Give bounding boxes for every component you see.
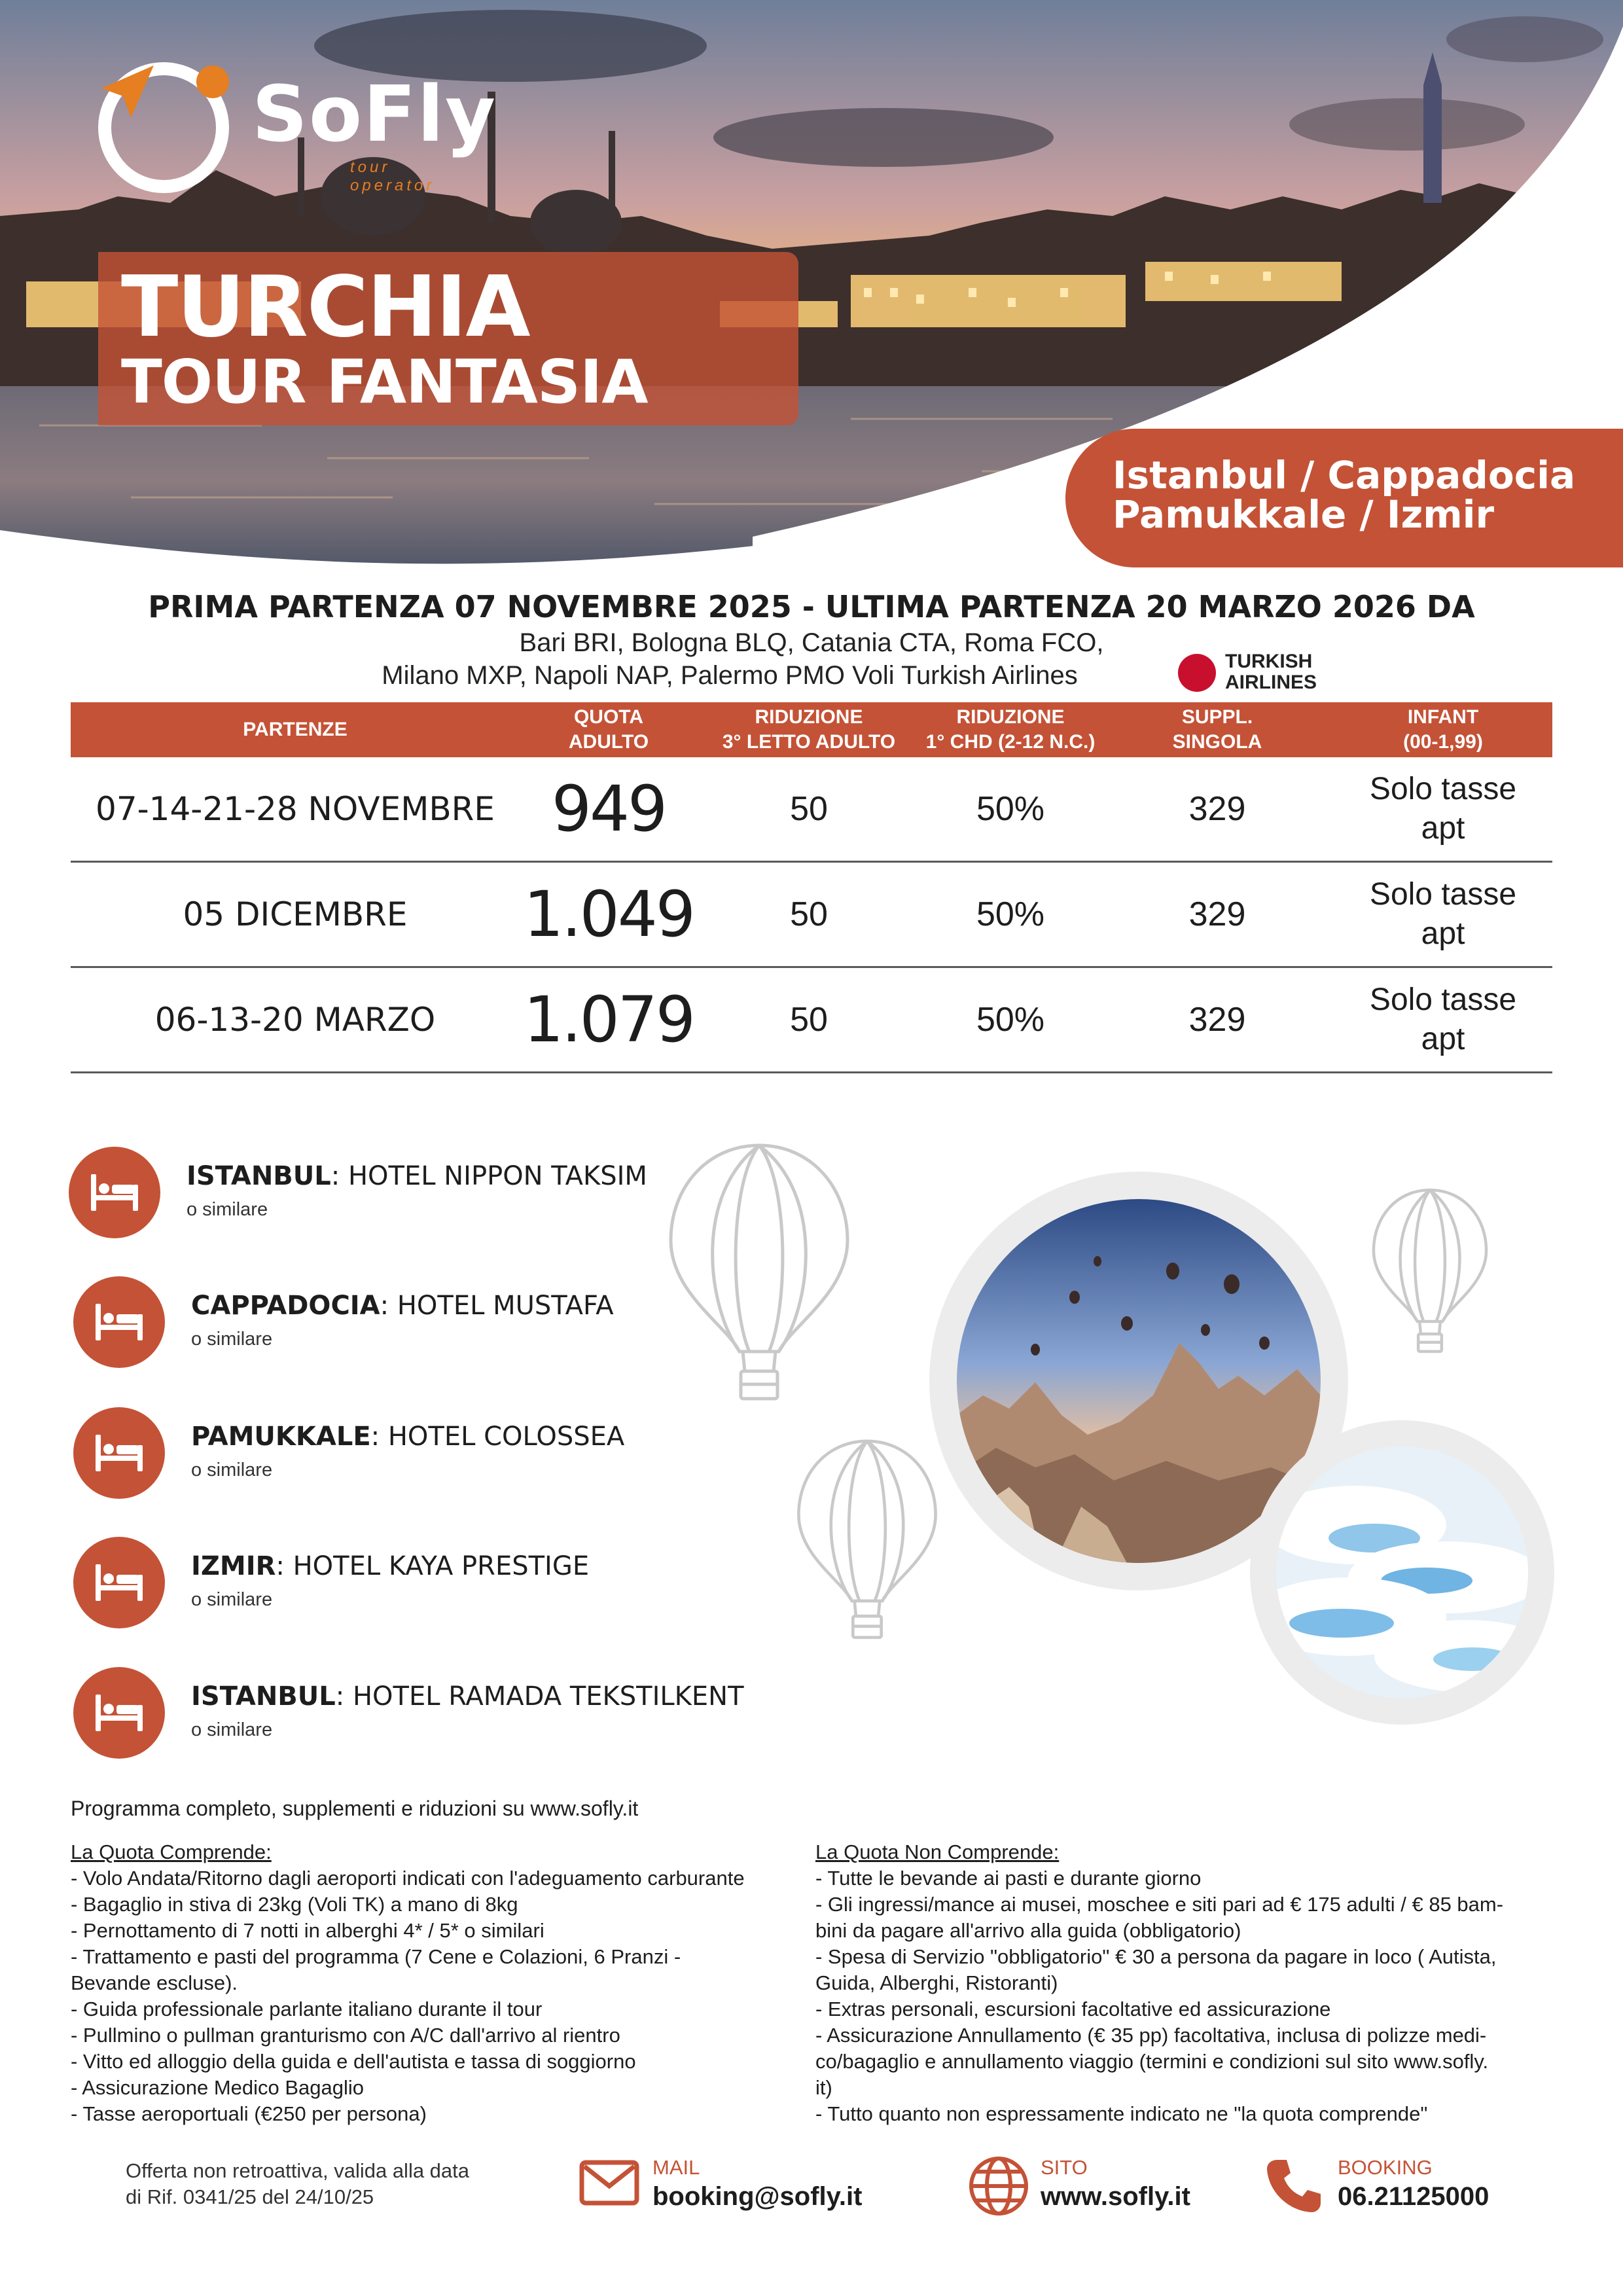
site-contact[interactable] xyxy=(967,2153,1242,2219)
list-item: - Assicurazione Medico Bagaglio xyxy=(71,2076,365,2099)
mail-contact[interactable] xyxy=(579,2153,880,2219)
bed-icon xyxy=(73,1537,165,1628)
bed-icon xyxy=(73,1407,165,1499)
cell-price: 1.049 xyxy=(524,878,694,951)
price-table xyxy=(71,702,1552,1073)
mail-label: MAIL xyxy=(652,2156,700,2179)
hotel-name: IZMIR: HOTEL KAYA PRESTIGE xyxy=(191,1551,590,1581)
hotel-name: ISTANBUL: HOTEL RAMADA TEKSTILKENT xyxy=(191,1681,744,1712)
route-line-2: Pamukkale / Izmir xyxy=(1113,492,1495,537)
list-item: - Volo Andata/Ritorno dagli aeroporti indicati con l'adeguamento carburante xyxy=(71,1867,745,1890)
list-item: Guida, Alberghi, Ristoranti) xyxy=(815,1971,1058,1994)
cell-dates: 05 DICEMBRE xyxy=(183,895,408,933)
list-item: - Vitto ed alloggio della guida e dell'autista e tassa di soggiorno xyxy=(71,2050,636,2073)
mail-icon xyxy=(579,2160,639,2206)
includes-section xyxy=(71,1839,817,2127)
logo-dot-icon xyxy=(196,65,229,98)
offer-note xyxy=(126,2158,469,2210)
airline-logo-line-2: AIRLINES xyxy=(1225,672,1317,693)
hot-air-balloon-icon xyxy=(795,1439,939,1641)
cell-reduction-third: 50 xyxy=(790,895,828,933)
hotel-name: ISTANBUL: HOTEL NIPPON TAKSIM xyxy=(187,1161,647,1191)
cell-single: 329 xyxy=(1188,790,1246,828)
hot-air-balloon-icon xyxy=(1371,1188,1489,1355)
list-item: - Spesa di Servizio "obbligatorio" € 30 a persona da pagare in loco ( Autista, xyxy=(815,1945,1497,1968)
hotel-similar-note: o similare xyxy=(191,1589,273,1610)
hotel-similar-note: o similare xyxy=(191,1460,273,1480)
table-row xyxy=(71,863,1552,968)
hotel-similar-note: o similare xyxy=(191,1329,273,1350)
list-item: - Extras personali, escursioni facoltative ed assicurazione xyxy=(815,1998,1331,2020)
hotel-similar-note: o similare xyxy=(191,1719,273,1740)
booking-label: BOOKING xyxy=(1338,2156,1433,2179)
hotel-name: CAPPADOCIA: HOTEL MUSTAFA xyxy=(191,1291,614,1321)
cell-infant: Solo tasse apt xyxy=(1369,772,1517,846)
offer-note-line-2: di Rif. 0341/25 del 24/10/25 xyxy=(126,2185,374,2208)
turkish-airlines-logo xyxy=(1178,650,1335,696)
brand-name: SoFly xyxy=(252,69,497,159)
bed-icon xyxy=(73,1276,165,1368)
cell-price: 949 xyxy=(551,772,666,846)
list-item: - Tutto quanto non espressamente indicato ne "la quota comprende" xyxy=(815,2102,1428,2125)
excludes-section xyxy=(815,1839,1555,2127)
table-header xyxy=(71,702,1552,757)
bed-icon xyxy=(69,1147,160,1238)
globe-icon xyxy=(967,2155,1030,2217)
hero-banner xyxy=(0,0,1623,576)
hot-air-balloon-icon xyxy=(668,1142,851,1404)
col-header-departures: PARTENZE xyxy=(243,719,348,740)
hotel-name: PAMUKKALE: HOTEL COLOSSEA xyxy=(191,1422,625,1452)
cell-reduction-third: 50 xyxy=(790,790,828,828)
cell-reduction-child: 50% xyxy=(976,895,1045,933)
list-item: - Gli ingressi/mance ai musei, moschee e siti pari ad € 175 adulti / € 85 bam- xyxy=(815,1893,1504,1916)
list-item: - Tasse aeroportuali (€250 per persona) xyxy=(71,2102,427,2125)
col-header-adult-price: QUOTA ADULTO xyxy=(568,706,649,753)
hotel-similar-note: o similare xyxy=(187,1199,268,1220)
list-item: co/bagaglio e annullamento viaggio (termini e condizioni sul sito www.sofly. xyxy=(815,2050,1489,2073)
list-item: - Pullmino o pullman granturismo con A/C dall'arrivo al rientro xyxy=(71,2024,620,2047)
cell-price: 1.079 xyxy=(524,983,694,1056)
route-line-1: Istanbul / Cappadocia xyxy=(1113,453,1576,497)
offer-note-line-1: Offerta non retroattiva, valida alla data xyxy=(126,2159,470,2182)
phone-icon xyxy=(1264,2156,1323,2215)
col-header-infant: INFANT (00-1,99) xyxy=(1403,706,1483,753)
brand-tagline: tour operator xyxy=(350,158,435,194)
cell-infant: Solo tasse apt xyxy=(1369,982,1517,1056)
hotel-item xyxy=(73,1407,859,1499)
booking-contact[interactable] xyxy=(1264,2153,1552,2219)
cell-dates: 06-13-20 MARZO xyxy=(154,1001,436,1039)
col-header-third-bed: RIDUZIONE 3° LETTO ADULTO xyxy=(722,706,896,753)
airports-line-1: Bari BRI, Bologna BLQ, Catania CTA, Roma FCO, xyxy=(519,628,1104,657)
table-row xyxy=(71,968,1552,1073)
hotel-item xyxy=(73,1537,859,1628)
site-label: SITO xyxy=(1041,2156,1088,2179)
page-subtitle: TOUR FANTASIA xyxy=(121,347,648,417)
site-link[interactable]: www.sofly.it xyxy=(1041,2182,1190,2211)
cell-reduction-child: 50% xyxy=(976,790,1045,828)
booking-phone[interactable]: 06.21125000 xyxy=(1338,2182,1489,2211)
cell-dates: 07-14-21-28 NOVEMBRE xyxy=(96,790,495,828)
sofly-logo xyxy=(98,62,497,194)
airline-logo-line-1: TURKISH xyxy=(1225,651,1313,672)
page-title: TURCHIA xyxy=(121,259,529,356)
program-note: Programma completo, supplementi e riduzioni su www.sofly.it xyxy=(71,1797,639,1820)
cell-single: 329 xyxy=(1188,1001,1246,1039)
airports-line-2: Milano MXP, Napoli NAP, Palermo PMO Voli Turkish Airlines xyxy=(382,661,1078,690)
mail-link[interactable]: booking@sofly.it xyxy=(652,2182,863,2211)
list-item: bini da pagare all'arrivo alla guida (obbligatorio) xyxy=(815,1919,1241,1942)
cell-reduction-third: 50 xyxy=(790,1001,828,1039)
cell-reduction-child: 50% xyxy=(976,1001,1045,1039)
paper-plane-icon xyxy=(98,62,157,121)
list-item: it) xyxy=(815,2076,832,2099)
col-header-single: SUPPL. SINGOLA xyxy=(1172,706,1262,753)
table-row xyxy=(71,757,1552,863)
hotel-item xyxy=(73,1667,859,1759)
list-item: - Bagaglio in stiva di 23kg (Voli TK) a mano di 8kg xyxy=(71,1893,518,1916)
col-header-child: RIDUZIONE 1° CHD (2-12 N.C.) xyxy=(925,706,1096,753)
turkish-airlines-emblem-icon xyxy=(1178,654,1216,692)
cell-single: 329 xyxy=(1188,895,1246,933)
cell-infant: Solo tasse apt xyxy=(1369,877,1517,951)
bed-icon xyxy=(73,1667,165,1759)
list-item: - Tutte le bevande ai pasti e durante giorno xyxy=(815,1867,1202,1890)
list-item: - Guida professionale parlante italiano durante il tour xyxy=(71,1998,543,2020)
includes-title: La Quota Comprende: xyxy=(71,1840,272,1863)
list-item: - Pernottamento di 7 notti in alberghi 4* / 5* o similari xyxy=(71,1919,544,1942)
pamukkale-photo xyxy=(1276,1446,1528,1698)
list-item: - Assicurazione Annullamento (€ 35 pp) facoltativa, inclusa di polizze medi- xyxy=(815,2024,1487,2047)
excludes-title: La Quota Non Comprende: xyxy=(815,1840,1060,1863)
departure-heading: PRIMA PARTENZA 07 NOVEMBRE 2025 - ULTIMA PARTENZA 20 MARZO 2026 DA xyxy=(148,589,1475,624)
list-item: Bevande escluse). xyxy=(71,1971,238,1994)
list-item: - Trattamento e pasti del programma (7 Cene e Colazioni, 6 Pranzi - xyxy=(71,1945,681,1968)
